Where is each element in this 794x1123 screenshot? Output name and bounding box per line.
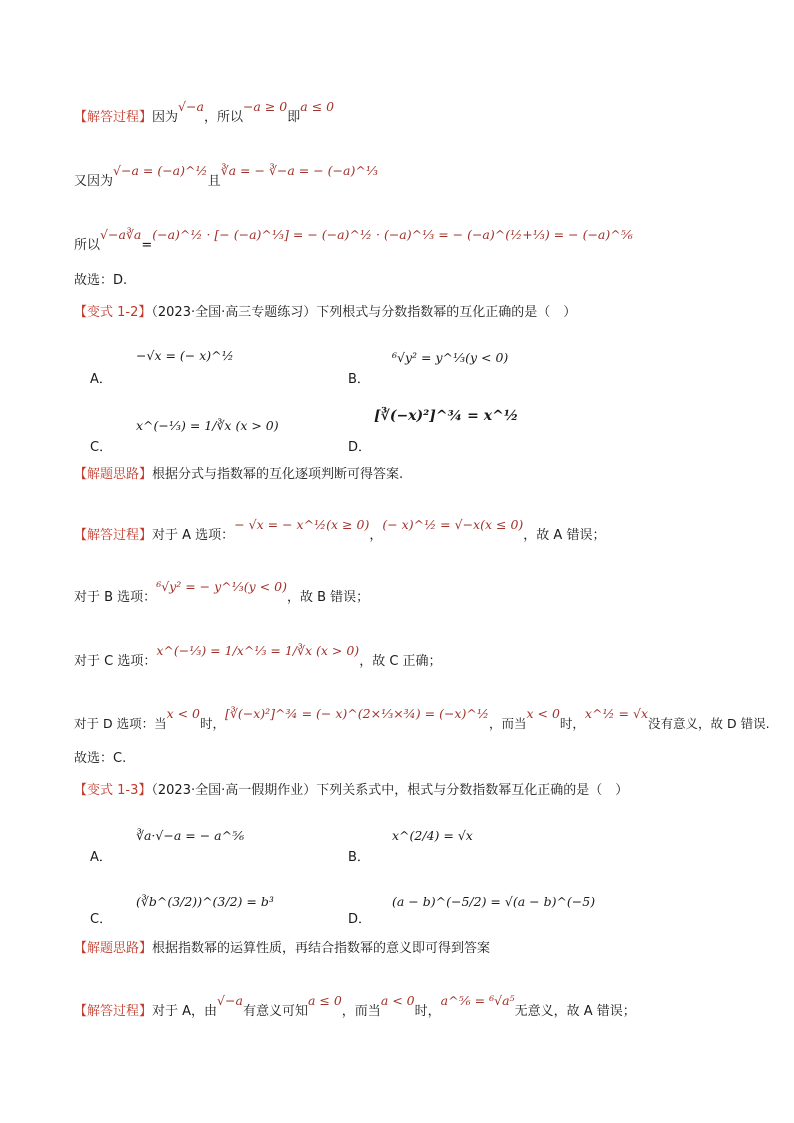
solution-tag: 【解答过程】 <box>74 1004 153 1019</box>
idea-tag: 【解题思路】 <box>74 467 153 482</box>
math-expr: √−a <box>217 993 243 1008</box>
answer-line: 故选：C. <box>74 751 127 766</box>
question-title <box>74 304 576 322</box>
text: 时， <box>559 716 585 731</box>
text: 无意义，故 A 错误； <box>514 1004 636 1019</box>
math-expr: x < 0 <box>166 706 201 721</box>
solution-line-3 <box>74 227 633 255</box>
text: 又因为 <box>74 174 114 189</box>
variant-tag: 【变式 1-2】 <box>74 305 152 320</box>
option-b-expr: x^(2/4) = √x <box>392 828 473 843</box>
option-b-label: B． <box>348 372 370 387</box>
variant-tag: 【变式 1-3】 <box>74 783 152 798</box>
math-expr: (− x)^½ = √−x(x ≤ 0) <box>382 517 524 532</box>
math-expr: − √x = − x^½(x ≥ 0) <box>234 517 370 532</box>
math-expr: (−a)^½ · [− (−a)^⅓] = − (−a)^½ · (−a)^⅓ = − (−a)^(½+⅓) = − (−a)^⅚ <box>152 227 633 242</box>
text: = <box>141 238 153 253</box>
text: 有意义可知 <box>242 1004 308 1019</box>
text: 对于 A 选项： <box>152 528 235 543</box>
solution-a-line <box>74 993 636 1021</box>
math-expr: a ≤ 0 <box>300 99 335 114</box>
idea-tag: 【解题思路】 <box>74 941 153 956</box>
option-c-expr: (∛b^(3/2))^(3/2) = b³ <box>136 894 274 909</box>
text: ，故 B 错误； <box>286 590 370 605</box>
option-a-label: A． <box>90 372 112 387</box>
option-a-expr: −√x = (− x)^½ <box>136 348 234 363</box>
text: ，而当 <box>341 1004 381 1019</box>
solution-tag: 【解答过程】 <box>74 528 153 543</box>
text: 时， <box>414 1004 441 1019</box>
math-expr: x < 0 <box>526 706 560 721</box>
text: 没有意义，故 D 错误. <box>648 716 770 731</box>
option-c-label: C． <box>90 912 113 927</box>
text: 对于 D 选项：当 <box>74 716 167 731</box>
idea-line <box>74 940 490 958</box>
text: ， <box>369 528 383 543</box>
solution-a-line <box>74 517 606 545</box>
text: 对于 A，由 <box>152 1004 218 1019</box>
option-b-expr: ⁶√y² = y^⅓(y < 0) <box>392 350 509 365</box>
math-expr: a ≤ 0 <box>307 993 342 1008</box>
option-b-label: B． <box>348 850 370 865</box>
math-expr: [∛(−x)²]^¾ = (− x)^(2×⅓×¾) = (−x)^½ <box>225 706 489 721</box>
math-expr: −a ≥ 0 <box>242 99 288 114</box>
text: ，故 A 错误； <box>523 528 606 543</box>
text: 因为 <box>152 110 179 125</box>
math-expr: ∛a = − ∛−a = − (−a)^⅓ <box>220 163 378 178</box>
option-d-expr: [∛(−x)²]^¾ = x^½ <box>374 408 519 424</box>
option-d-label: D． <box>348 912 372 927</box>
text: 即 <box>287 110 301 125</box>
solution-tag: 【解答过程】 <box>74 110 153 125</box>
option-a-label: A． <box>90 850 112 865</box>
answer-line: 故选：D. <box>74 273 128 288</box>
math-expr: x^(−⅓) = 1/x^⅓ = 1/∛x (x > 0) <box>156 643 360 658</box>
math-expr: √−a = (−a)^½ <box>113 163 208 178</box>
option-d-expr: (a − b)^(−5/2) = √(a − b)^(−5) <box>392 894 596 909</box>
text: 所以 <box>74 238 101 253</box>
option-d-label: D． <box>348 440 372 455</box>
text: ，故 C 正确； <box>359 654 442 669</box>
idea-text: 根据指数幂的运算性质，再结合指数幂的意义即可得到答案 <box>152 941 491 956</box>
solution-c-line <box>74 643 442 671</box>
math-expr: √−a∛a <box>100 227 142 242</box>
question-title <box>74 782 628 800</box>
question-source: （2023·全国·高一假期作业）下列关系式中，根式与分数指数幂互化正确的是（ ） <box>151 783 629 798</box>
math-expr: ⁶√y² = − y^⅓(y < 0) <box>156 579 287 594</box>
idea-line <box>74 466 403 484</box>
option-a-expr: ∛a·√−a = − a^⅚ <box>136 828 245 843</box>
text: 且 <box>207 174 221 189</box>
text: 对于 B 选项： <box>74 590 157 605</box>
question-source: （2023·全国·高三专题练习）下列根式与分数指数幂的互化正确的是（ ） <box>151 305 577 320</box>
solution-line-2 <box>74 163 378 191</box>
math-expr: √−a <box>178 99 204 114</box>
math-expr: a^⅚ = ⁶√a⁵ <box>440 993 515 1008</box>
idea-text: 根据分式与指数幂的互化逐项判断可得答案. <box>152 467 404 482</box>
text: ，所以 <box>203 110 243 125</box>
solution-b-line <box>74 579 370 607</box>
math-expr: a < 0 <box>380 993 415 1008</box>
math-expr: x^½ = √x <box>584 706 648 721</box>
solution-d-line <box>74 706 770 733</box>
option-c-label: C． <box>90 440 113 455</box>
option-c-expr: x^(−⅓) = 1/∛x (x > 0) <box>136 418 279 433</box>
text: 对于 C 选项： <box>74 654 157 669</box>
solution-line-1 <box>74 99 335 127</box>
text: 时， <box>200 716 226 731</box>
text: ，而当 <box>488 716 527 731</box>
